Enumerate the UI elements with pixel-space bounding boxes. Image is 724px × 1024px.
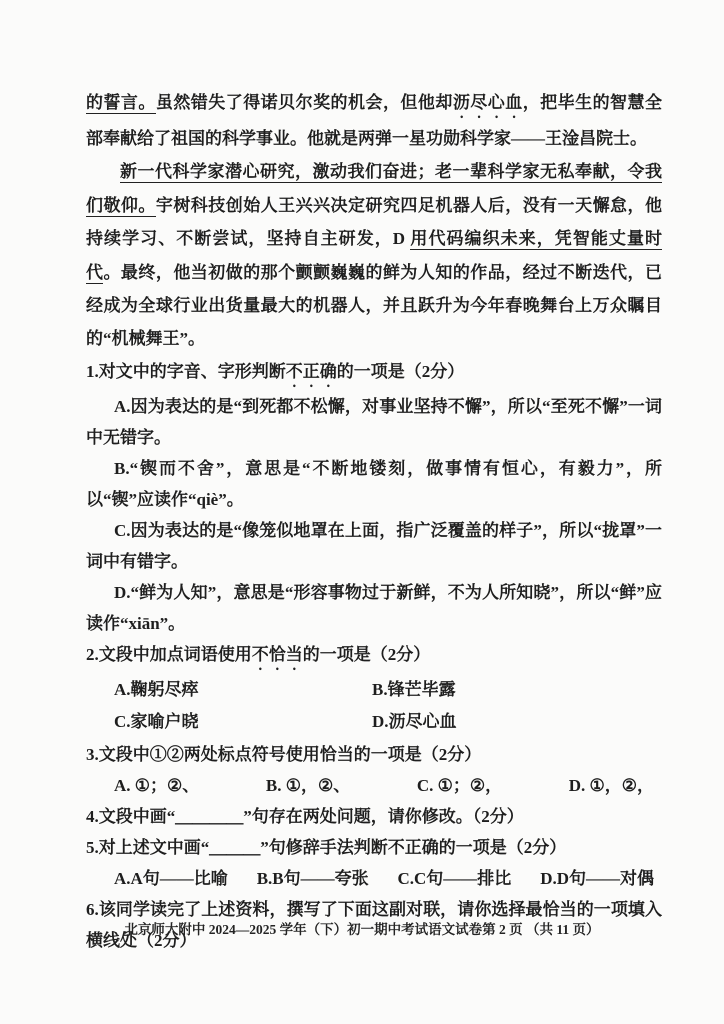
question-1-option-b: B.“锲而不舍”，意思是“不断地镂刻，做事情有恒心，有毅力”，所以“锲”应读作“qiè”。: [86, 458, 662, 509]
question-2-stem: [86, 639, 662, 674]
underlined-sentence-d: 用代码编织未来，凭智能丈量时代: [86, 229, 663, 282]
page-footer: 北京师大附中 2024—2025 学年（下）初一期中考试语文试卷第 2 页 （共 11 页）: [124, 922, 600, 937]
question-1-stem-text: 1.对文中的字音、字形判断: [86, 361, 286, 381]
question-3-option-b: B. ①，②、: [265, 775, 351, 795]
passage-section: [86, 86, 662, 356]
passage-text: ，把毕生的智慧全部奉献给了祖国的科学事业。他就是两弹一星功勋科学家——王淦昌院士。: [86, 93, 662, 148]
questions-section: [86, 356, 662, 956]
question-3-stem: 3.文段中①②两处标点符号使用恰当的一项是（2分）: [86, 744, 482, 764]
underlined-sentence-opening: 新一代科学家潜心研究，激动我们奋进；老一辈科学家无私奉献，令我们敬仰。: [86, 162, 662, 215]
question-5-option-d: D.D句——对偶: [540, 868, 654, 888]
question-3-option-d: D. ①，②，: [568, 775, 654, 795]
question-2-options: [86, 674, 662, 739]
question-5-options: [86, 863, 662, 894]
question-1-stem-text: 的一项是（2分）: [336, 361, 465, 381]
question-2-stem-text: 2.文段中加点词语使用: [86, 644, 252, 664]
question-2-emphasis: 不恰当: [251, 644, 303, 664]
question-4-stem: 4.文段中画“＿＿＿＿”句存在两处问题，请你修改。（2分）: [86, 806, 524, 826]
underlined-lead-text: 的誓言。: [86, 93, 156, 112]
passage-text: 的作品，经过不断迭代，已经成为全球行业出货量最大的机器人，并且跃升为今年春晚舞台上万众瞩目的“机械舞王”。: [86, 262, 662, 349]
question-5-option-c: C.C句——排比: [397, 868, 512, 888]
question-1-emphasis: 不正确: [285, 361, 337, 381]
page-content: [86, 86, 662, 956]
passage-text: 。最终，他当初做的那个颤颤巍巍的: [103, 262, 383, 282]
question-3-options: [86, 770, 662, 801]
question-1-stem: [86, 356, 662, 391]
question-6-stem: 6.该同学读完了上述资料，撰写了下面这副对联，请你选择最恰当的一项填入横线处（2分）: [86, 899, 662, 950]
question-3-option-c: C. ①；②，: [416, 775, 503, 795]
question-3-option-a: A. ①；②、: [114, 775, 200, 795]
question-1-option-d: D.“鲜为人知”，意思是“形容事物过于新鲜，不为人所知晓”，所以“鲜”应读作“xiān”。: [86, 582, 662, 633]
dotted-word-lijinxinxue: 沥尽心血: [452, 93, 523, 112]
question-2-option-c: C.家喻户晓: [114, 712, 199, 732]
question-5-option-a: A.A句——比喻: [114, 868, 228, 888]
passage-text: 虽然错失了得诺贝尔奖的机会，但他却: [155, 93, 453, 112]
question-1-option-a: A.因为表达的是“到死都不松懈，对事业坚持不懈”，所以“至死不懈”一词中无错字。: [86, 396, 662, 447]
question-2-option-d: D.沥尽心血: [372, 712, 457, 732]
passage-text: 宇树科技创始人王兴兴决定研究四足机器人后，没有一天懈怠，他持续学习、不断尝试，坚持自主研发，D: [86, 195, 662, 249]
passage-paragraph-1: [86, 86, 662, 155]
passage-paragraph-2: [86, 155, 662, 355]
question-5-stem: 5.对上述文中画“＿＿＿”句修辞手法判断不正确的一项是（2分）: [86, 837, 567, 857]
question-5-option-b: B.B句——夸张: [256, 868, 369, 888]
question-1-option-c: C.因为表达的是“像笼似地罩在上面，指广泛覆盖的样子”，所以“拢罩”一词中有错字。: [86, 520, 662, 571]
question-2-stem-text: 的一项是（2分）: [302, 644, 431, 664]
question-2-option-a: A.鞠躬尽瘁: [114, 679, 199, 699]
bold-word-xianweirenzhi: 鲜为人知: [382, 262, 453, 282]
question-2-option-b: B.锋芒毕露: [372, 679, 456, 699]
